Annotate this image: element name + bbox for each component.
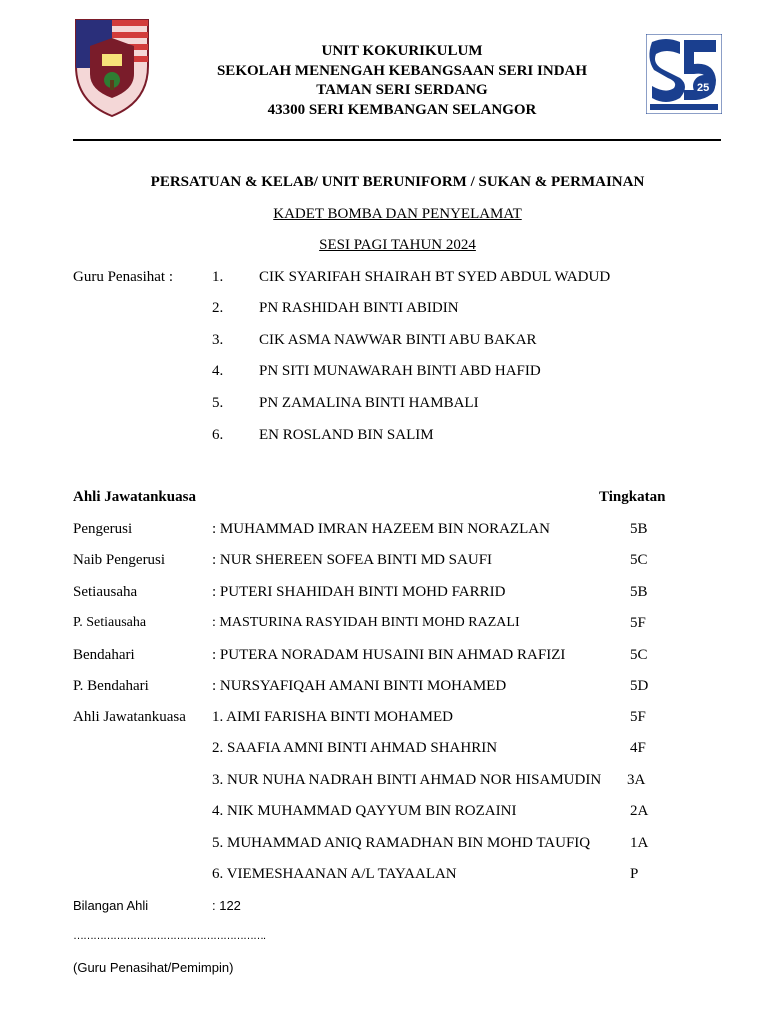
committee-member-name: 1. AIMI FARISHA BINTI MOHAMED bbox=[212, 709, 453, 725]
advisor-name: CIK ASMA NAWWAR BINTI ABU BAKAR bbox=[259, 332, 537, 348]
committee-grade: 5F bbox=[630, 709, 646, 725]
committee-grade: 5C bbox=[630, 647, 648, 663]
advisor-name: PN RASHIDAH BINTI ABIDIN bbox=[259, 300, 459, 316]
members-count-value: : 122 bbox=[212, 898, 241, 913]
logo-25-label: 25 bbox=[697, 82, 710, 94]
committee-member-name: 6. VIEMESHAANAN A/L TAYAALAN bbox=[212, 866, 457, 882]
committee-role: P. Bendahari bbox=[73, 678, 149, 694]
committee-member-name: 2. SAAFIA AMNI BINTI AHMAD SHAHRIN bbox=[212, 740, 498, 756]
advisor-number: 6. bbox=[212, 427, 224, 443]
advisor-number: 2. bbox=[212, 300, 224, 316]
signature-caption: (Guru Penasihat/Pemimpin) bbox=[73, 960, 234, 975]
advisors-label: Guru Penasihat : bbox=[73, 269, 173, 285]
committee-grade: 5F bbox=[630, 615, 646, 631]
committee-grade: 2A bbox=[630, 803, 649, 819]
committee-member-name: : NUR SHEREEN SOFEA BINTI MD SAUFI bbox=[212, 552, 493, 568]
committee-grade: 5B bbox=[630, 584, 648, 600]
committee-member-name: : MUHAMMAD IMRAN HAZEEM BIN NORAZLAN bbox=[212, 521, 550, 537]
committee-member-name: : PUTERI SHAHIDAH BINTI MOHD FARRID bbox=[212, 584, 506, 600]
advisor-name: CIK SYARIFAH SHAIRAH BT SYED ABDUL WADUD bbox=[259, 269, 611, 285]
committee-grade: P bbox=[630, 866, 639, 882]
committee-role: Bendahari bbox=[73, 647, 135, 663]
section-title: PERSATUAN & KELAB/ UNIT BERUNIFORM / SUKAN & PERMAINAN bbox=[150, 174, 645, 190]
committee-heading: Ahli Jawatankuasa bbox=[73, 489, 196, 505]
committee-grade: 5C bbox=[630, 552, 648, 568]
committee-member-name: : MASTURINA RASYIDAH BINTI MOHD RAZALI bbox=[212, 615, 520, 630]
advisor-number: 5. bbox=[212, 395, 224, 411]
committee-grade: 5B bbox=[630, 521, 648, 537]
committee-role: Setiausaha bbox=[73, 584, 138, 600]
header-divider bbox=[73, 139, 721, 141]
advisor-name: PN SITI MUNAWARAH BINTI ABD HAFID bbox=[259, 363, 541, 379]
committee-role: P. Setiausaha bbox=[73, 615, 147, 630]
grade-heading: Tingkatan bbox=[599, 489, 666, 505]
advisor-number: 4. bbox=[212, 363, 224, 379]
header-address: 43300 SERI KEMBANGAN SELANGOR bbox=[267, 102, 537, 118]
committee-member-name: 3. NUR NUHA NADRAH BINTI AHMAD NOR HISAMUDIN bbox=[212, 772, 602, 788]
advisor-number: 3. bbox=[212, 332, 224, 348]
header-area: TAMAN SERI SERDANG bbox=[316, 82, 488, 98]
committee-role: Naib Pengerusi bbox=[73, 552, 166, 568]
header-school: SEKOLAH MENENGAH KEBANGSAAN SERI INDAH bbox=[216, 63, 588, 79]
committee-role: Ahli Jawatankuasa bbox=[73, 709, 186, 725]
committee-grade: 1A bbox=[630, 835, 649, 851]
committee-member-name: : PUTERA NORADAM HUSAINI BIN AHMAD RAFIZI bbox=[212, 647, 566, 663]
committee-grade: 3A bbox=[627, 772, 646, 788]
committee-grade: 4F bbox=[630, 740, 646, 756]
session-title: SESI PAGI TAHUN 2024 bbox=[319, 237, 476, 253]
committee-member-name: 5. MUHAMMAD ANIQ RAMADHAN BIN MOHD TAUFIQ bbox=[212, 835, 591, 851]
committee-member-name: : NURSYAFIQAH AMANI BINTI MOHAMED bbox=[212, 678, 507, 694]
members-count-label: Bilangan Ahli bbox=[73, 898, 149, 913]
club-name: KADET BOMBA DAN PENYELAMAT bbox=[273, 206, 522, 222]
advisor-name: PN ZAMALINA BINTI HAMBALI bbox=[259, 395, 479, 411]
committee-member-name: 4. NIK MUHAMMAD QAYYUM BIN ROZAINI bbox=[212, 803, 517, 819]
advisor-number: 1. bbox=[212, 269, 224, 285]
advisor-name: EN ROSLAND BIN SALIM bbox=[259, 427, 434, 443]
committee-grade: 5D bbox=[630, 678, 649, 694]
signature-line: …………………………………………………. bbox=[73, 930, 266, 942]
committee-role: Pengerusi bbox=[73, 521, 133, 537]
header-unit: UNIT KOKURIKULUM bbox=[321, 43, 483, 59]
